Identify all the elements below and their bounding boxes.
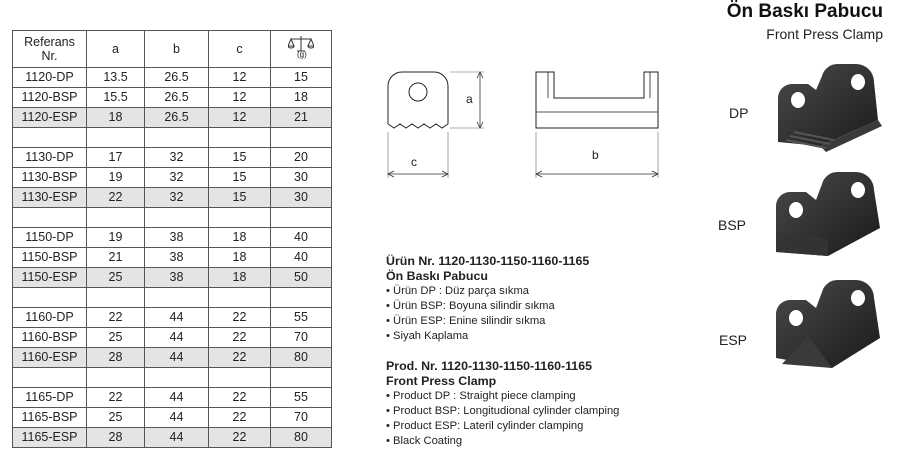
c-cell: 15 [209,188,271,208]
group-separator-row [13,128,332,148]
dimension-c-label: c [411,155,417,169]
empty-cell [145,128,209,148]
ref-cell: 1150-BSP [13,248,87,268]
b-cell: 32 [145,188,209,208]
b-cell: 44 [145,328,209,348]
en-item: • Black Coating [386,435,463,447]
c-cell: 22 [209,348,271,368]
c-cell: 12 [209,68,271,88]
ref-cell: 1150-DP [13,228,87,248]
c-cell: 22 [209,328,271,348]
tr-item: • Ürün DP : Düz parça sıkma [386,285,529,297]
ref-cell: 1165-ESP [13,428,87,448]
empty-cell [13,208,87,228]
c-cell: 15 [209,168,271,188]
table-row [13,328,332,348]
b-cell: 32 [145,168,209,188]
a-cell: 25 [87,268,145,288]
empty-cell [87,368,145,388]
en-heading-name: Front Press Clamp [386,374,497,388]
ref-cell: 1160-BSP [13,328,87,348]
b-cell: 44 [145,388,209,408]
product-label-esp: ESP [719,332,748,348]
dimension-a-label: a [466,92,473,106]
empty-cell [87,128,145,148]
en-heading-product-nr: Prod. Nr. 1120-1130-1150-1160-1165 [386,359,592,373]
weight-cell: 21 [271,108,332,128]
b-cell: 38 [145,248,209,268]
group-separator-row [13,208,332,228]
c-cell: 22 [209,408,271,428]
product-photo-dp [772,60,892,155]
ref-cell: 1120-BSP [13,88,87,108]
product-label-dp: DP [729,105,749,121]
weight-cell: 55 [271,308,332,328]
product-photo-esp [772,278,892,370]
empty-cell [271,208,332,228]
tr-heading-name: Ön Baskı Pabucu [386,269,488,283]
a-cell: 25 [87,328,145,348]
a-cell: 17 [87,148,145,168]
dimension-b-label: b [592,148,599,162]
c-cell: 12 [209,108,271,128]
col-header-weight [271,31,332,68]
tr-heading-product-nr: Ürün Nr. 1120-1130-1150-1160-1165 [386,254,590,268]
table-header-row [13,31,332,68]
weight-cell: 80 [271,348,332,368]
a-cell: 21 [87,248,145,268]
col-header-c: c [209,31,271,68]
en-item: • Product DP : Straight piece clamping [386,390,576,402]
b-cell: 26.5 [145,108,209,128]
weight-cell: 40 [271,228,332,248]
table-row [13,168,332,188]
ref-cell: 1160-DP [13,308,87,328]
col-header-a: a [87,31,145,68]
table-row [13,148,332,168]
a-cell: 19 [87,168,145,188]
empty-cell [13,288,87,308]
a-cell: 28 [87,428,145,448]
weight-cell: 40 [271,248,332,268]
ref-cell: 1130-DP [13,148,87,168]
empty-cell [271,288,332,308]
table-row [13,268,332,288]
ref-cell: 1165-DP [13,388,87,408]
a-cell: 25 [87,408,145,428]
b-cell: 44 [145,408,209,428]
weight-cell: 70 [271,328,332,348]
weight-cell: 18 [271,88,332,108]
en-item: • Product BSP: Longitudional cylinder clamping [386,405,620,417]
weight-cell: 30 [271,168,332,188]
empty-cell [209,128,271,148]
empty-cell [145,368,209,388]
scale-icon [281,33,321,63]
a-cell: 13.5 [87,68,145,88]
c-cell: 15 [209,148,271,168]
weight-cell: 50 [271,268,332,288]
c-cell: 12 [209,88,271,108]
table-row [13,408,332,428]
empty-cell [271,368,332,388]
tr-item: • Ürün BSP: Boyuna silindir sıkma [386,300,555,312]
empty-cell [13,128,87,148]
empty-cell [209,368,271,388]
weight-cell: 80 [271,428,332,448]
b-cell: 44 [145,308,209,328]
a-cell: 19 [87,228,145,248]
table-row [13,388,332,408]
front-view-drawing [528,66,668,186]
weight-cell: 20 [271,148,332,168]
b-cell: 38 [145,228,209,248]
c-cell: 18 [209,248,271,268]
product-label-bsp: BSP [718,217,747,233]
ref-cell: 1150-ESP [13,268,87,288]
table-row [13,248,332,268]
c-cell: 18 [209,268,271,288]
table-row [13,88,332,108]
table-row [13,188,332,208]
table-row [13,228,332,248]
a-cell: 28 [87,348,145,368]
en-description [386,359,619,449]
b-cell: 32 [145,148,209,168]
tr-item: • Ürün ESP: Enine silindir sıkma [386,315,546,327]
table-row [13,108,332,128]
empty-cell [209,208,271,228]
table-row [13,348,332,368]
page-title: Ön Baskı Pabucu [726,1,883,22]
a-cell: 22 [87,308,145,328]
ref-cell: 1120-DP [13,68,87,88]
weight-cell: 70 [271,408,332,428]
col-header-ref [13,31,87,68]
col-header-b: b [145,31,209,68]
en-item: • Product ESP: Lateril cylinder clamping [386,420,584,432]
b-cell: 26.5 [145,68,209,88]
table-row [13,428,332,448]
col-header-ref-label: Referans Nr. [24,35,75,63]
a-cell: 15.5 [87,88,145,108]
weight-cell: 15 [271,68,332,88]
a-cell: 22 [87,188,145,208]
empty-cell [271,128,332,148]
table-row [13,68,332,88]
c-cell: 22 [209,428,271,448]
tr-item: • Siyah Kaplama [386,330,469,342]
ref-cell: 1120-ESP [13,108,87,128]
b-cell: 44 [145,348,209,368]
empty-cell [145,208,209,228]
empty-cell [87,288,145,308]
a-cell: 18 [87,108,145,128]
b-cell: 44 [145,428,209,448]
c-cell: 22 [209,308,271,328]
ref-cell: 1165-BSP [13,408,87,428]
page-subtitle: Front Press Clamp [766,26,883,42]
b-cell: 38 [145,268,209,288]
product-photo-bsp [772,170,892,260]
empty-cell [87,208,145,228]
c-cell: 22 [209,388,271,408]
c-cell: 18 [209,228,271,248]
empty-cell [13,368,87,388]
b-cell: 26.5 [145,88,209,108]
weight-unit: (g) [297,49,307,59]
spec-table [12,30,332,448]
ref-cell: 1130-ESP [13,188,87,208]
table-row [13,308,332,328]
empty-cell [145,288,209,308]
weight-cell: 55 [271,388,332,408]
ref-cell: 1130-BSP [13,168,87,188]
group-separator-row [13,288,332,308]
a-cell: 22 [87,388,145,408]
side-view-drawing [380,66,500,186]
weight-cell: 30 [271,188,332,208]
tr-description [386,254,589,344]
group-separator-row [13,368,332,388]
ref-cell: 1160-ESP [13,348,87,368]
empty-cell [209,288,271,308]
